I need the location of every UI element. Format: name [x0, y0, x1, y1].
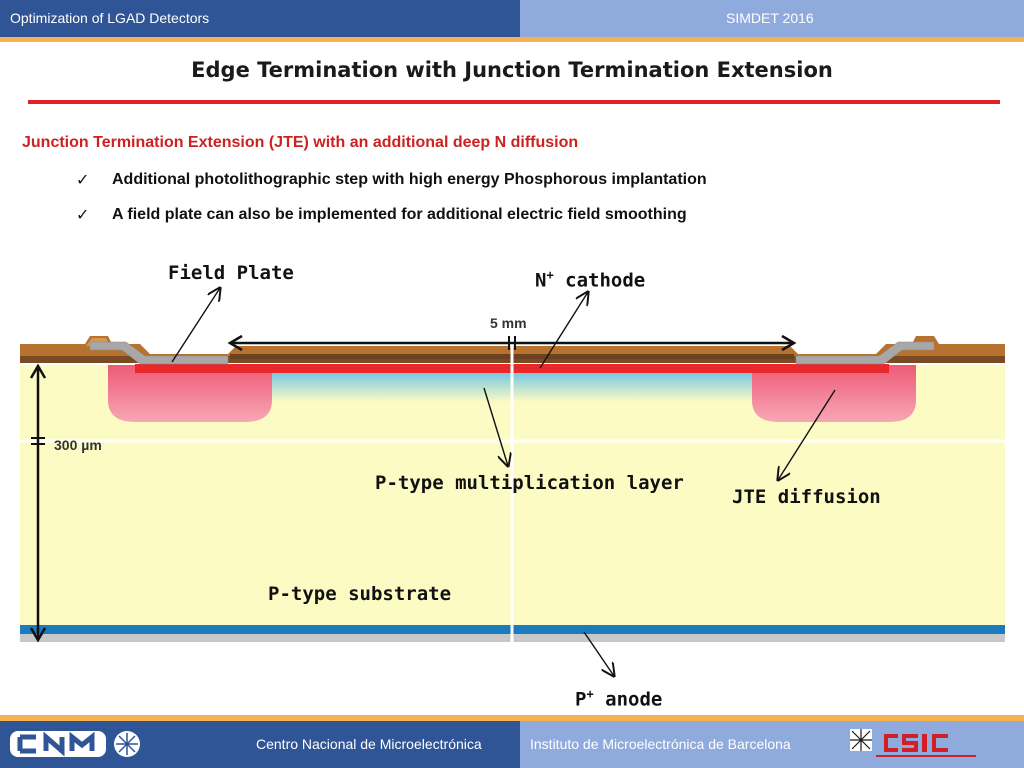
cathode-label-rest: cathode [553, 269, 646, 292]
bullet-text: Additional photolithographic step with high energy Phosphorous implantation [112, 171, 707, 188]
csic-logo-graphic [850, 727, 980, 761]
thickness-dimension-label: 300 µm [54, 437, 102, 453]
anode-label [575, 687, 662, 710]
substrate-label: P-type substrate [268, 583, 452, 605]
jte-diffusion-label: JTE diffusion [732, 486, 881, 508]
p-multiplication-layer [235, 370, 785, 402]
csic-logo [850, 727, 980, 765]
multiplication-layer-label: P-type multiplication layer [375, 472, 684, 494]
csic-logo-text: CSIC [850, 727, 853, 728]
anode-label-rest: anode [593, 688, 663, 711]
anode-label-superscript: + [586, 687, 594, 701]
footer-left-text: Centro Nacional de Microelectrónica [256, 736, 482, 752]
field-plate-callout-arrow [172, 288, 220, 362]
header-accent-stripe [0, 37, 1024, 42]
slide-title: Edge Termination with Junction Termination Extension [191, 58, 833, 82]
footer-right-text: Instituto de Microelectrónica de Barcelona [530, 736, 791, 752]
presentation-topic: Optimization of LGAD Detectors [10, 10, 210, 26]
cathode-label-superscript: + [546, 268, 554, 282]
cnm-logo-text: CNM [10, 727, 13, 728]
cathode-label-main: N [535, 269, 547, 292]
bullet-text: A field plate can also be implemented for additional electric field smoothing [112, 206, 687, 223]
lgad-cross-section-diagram [0, 250, 1024, 710]
checkmark-icon: ✓ [76, 170, 90, 189]
checkmark-icon: ✓ [76, 205, 90, 224]
field-plate-label: Field Plate [168, 262, 294, 284]
section-subheading: Junction Termination Extension (JTE) with an additional deep N diffusion [22, 134, 579, 151]
conference-name: SIMDET 2016 [726, 10, 814, 26]
jte-diffusion-right [752, 365, 916, 422]
jte-diffusion-left [108, 365, 272, 422]
title-underline [28, 100, 1000, 104]
cnm-logo [10, 727, 142, 765]
width-dimension-label: 5 mm [490, 315, 527, 331]
cathode-label [535, 268, 645, 291]
header-bar [0, 0, 1024, 37]
cnm-logo-graphic [10, 727, 142, 761]
anode-label-main: P [575, 688, 587, 711]
